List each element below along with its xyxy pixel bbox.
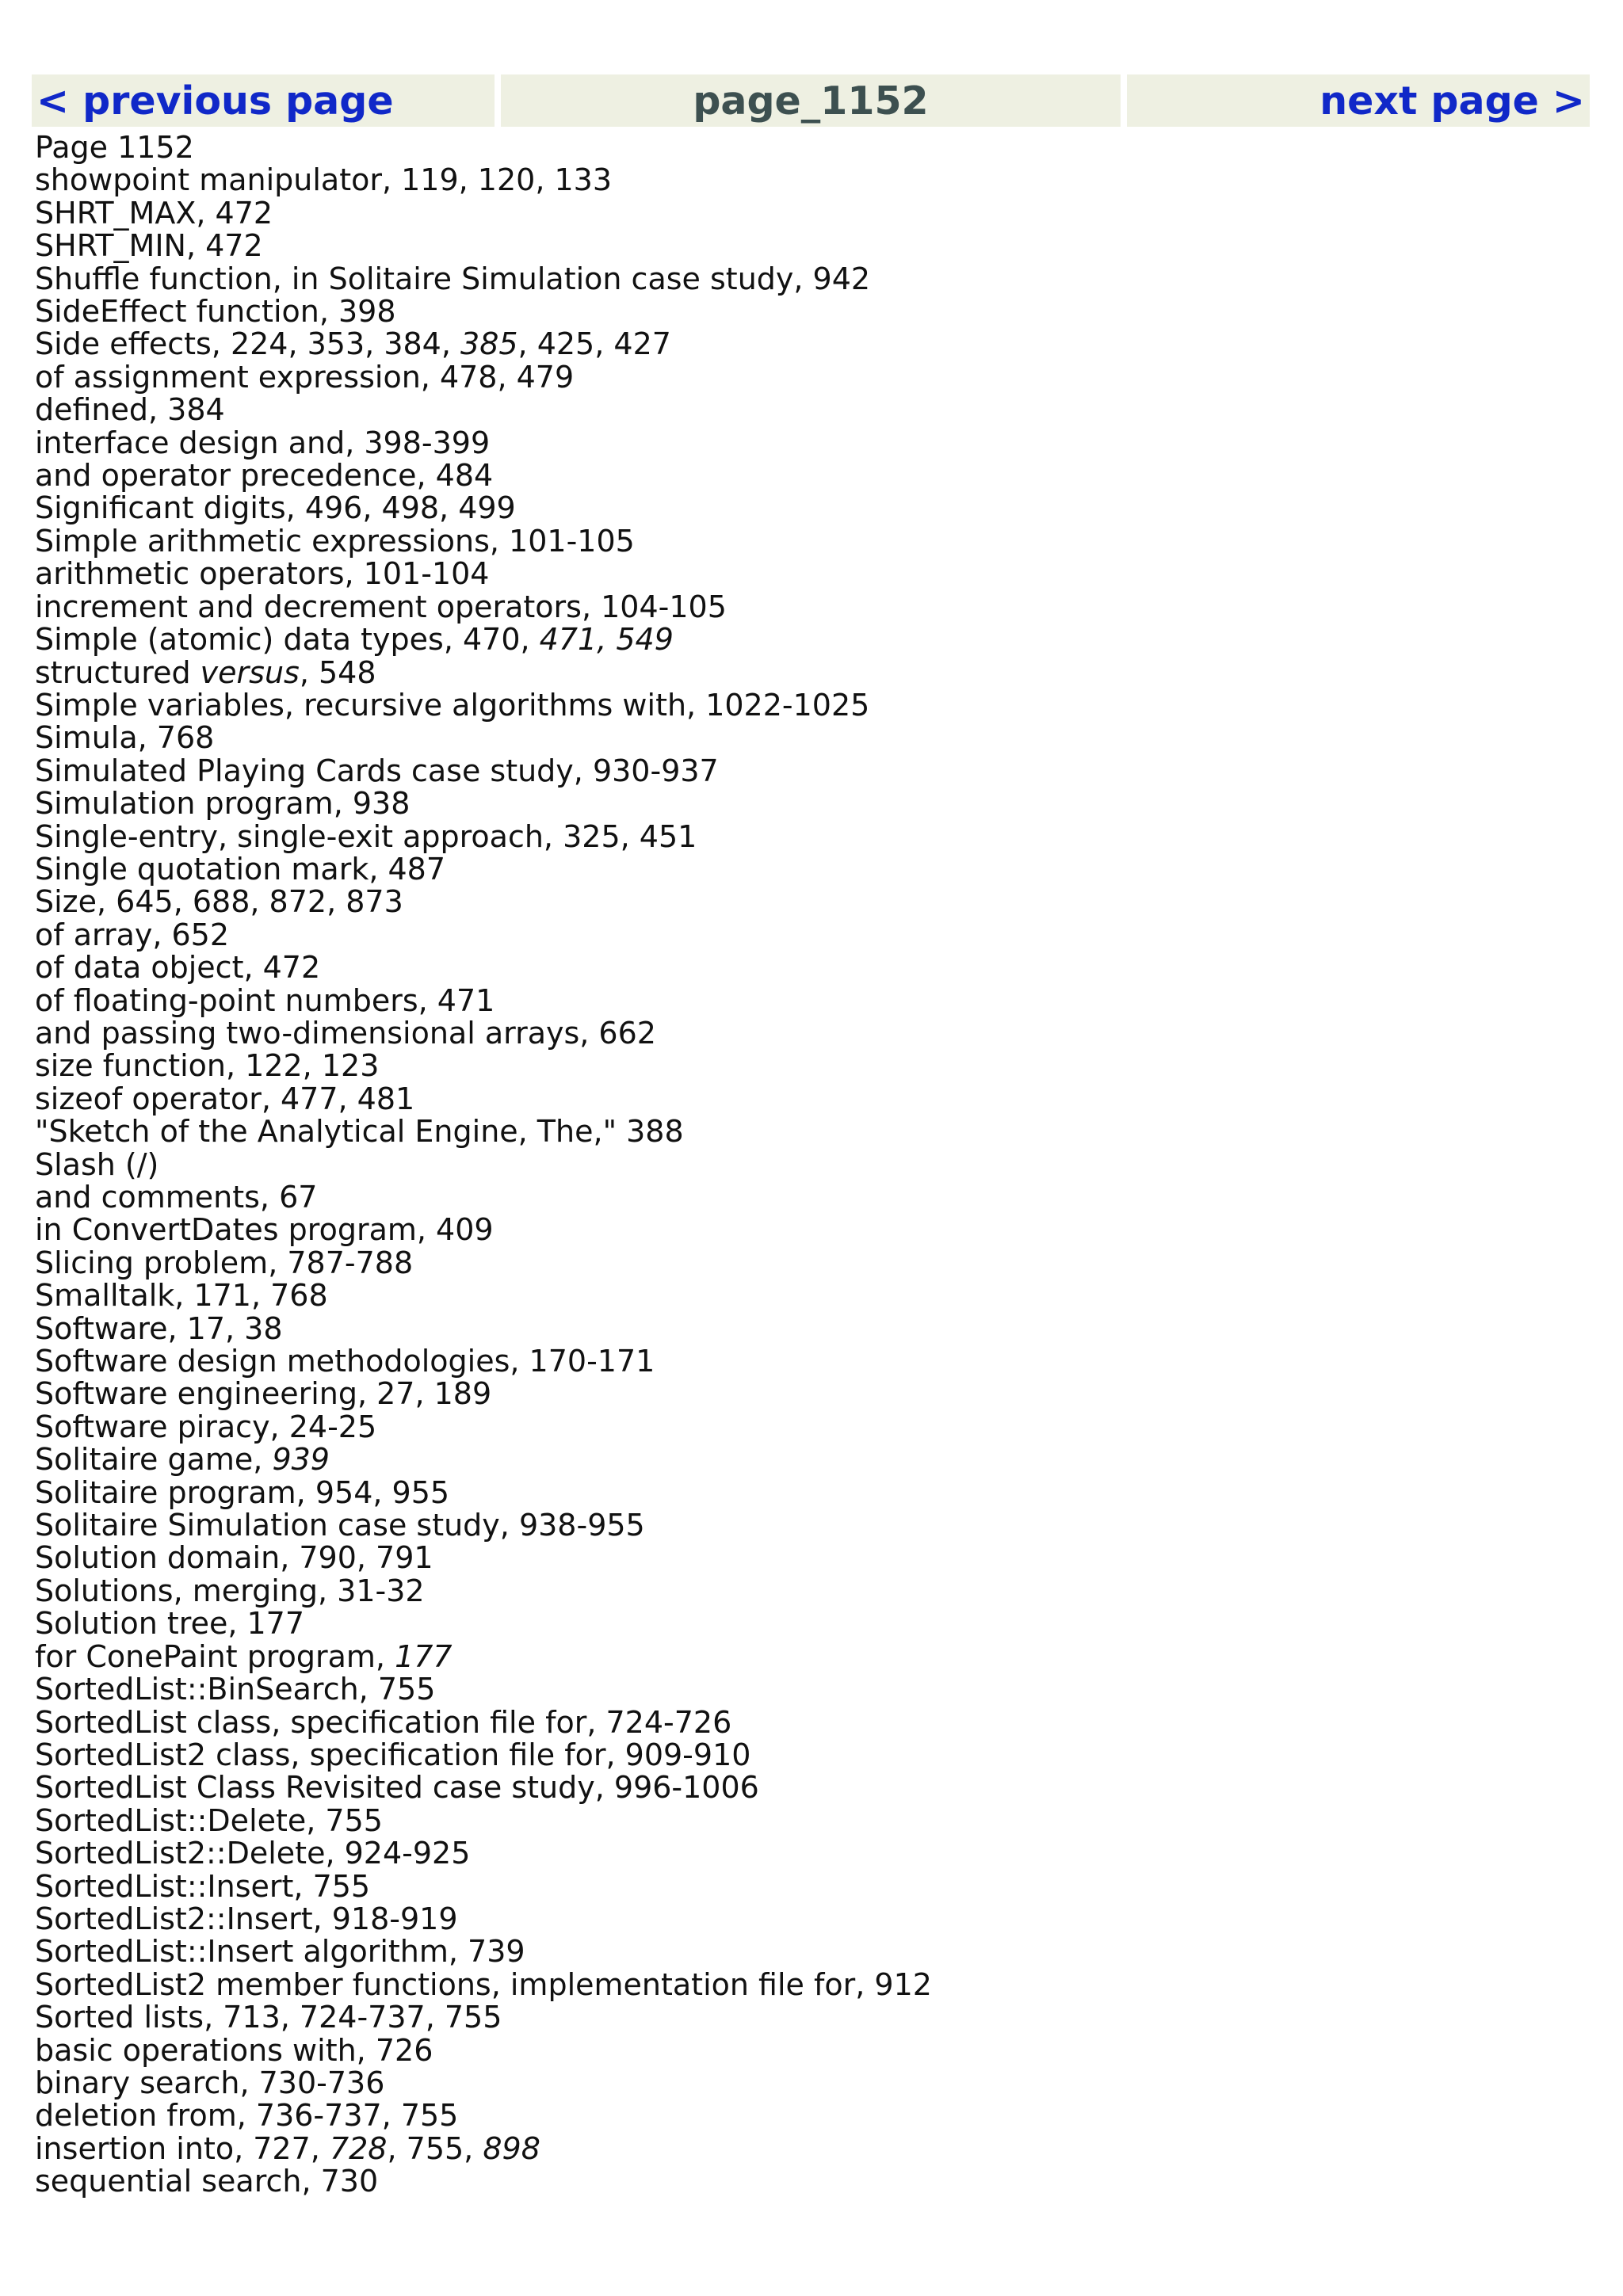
index-entry-text: Slash (/)	[35, 1146, 159, 1182]
index-entry-text: SortedList::Insert algorithm, 739	[35, 1934, 525, 1970]
index-entry-text: , 548	[299, 654, 376, 690]
index-entry-italic-text: 939	[272, 1442, 330, 1478]
index-entry-text: showpoint manipulator, 119, 120, 133	[35, 162, 613, 198]
index-entry	[35, 1772, 1588, 1804]
index-entry-text: insertion into, 727,	[35, 2130, 330, 2166]
index-entry-text: Shuffle function, in Solitaire Simulation case study, 942	[35, 261, 871, 296]
index-entry	[35, 1345, 1588, 1378]
index-entry-text: SortedList2::Insert, 918-919	[35, 1901, 458, 1936]
index-entry-text: SortedList2 class, specification file for, 909-910	[35, 1737, 751, 1772]
index-entry	[35, 1903, 1588, 1936]
index-entry-text: Software, 17, 38	[35, 1310, 283, 1346]
index-entry-text: size function, 122, 123	[35, 1048, 380, 1084]
index-entry	[35, 2100, 1588, 2132]
index-entry-text: arithmetic operators, 101-104	[35, 556, 490, 592]
page-navigation-bar	[32, 74, 1596, 127]
index-entry	[35, 722, 1588, 754]
index-entry-text: Smalltalk, 171, 768	[35, 1278, 328, 1314]
index-entry	[35, 1868, 1588, 1904]
index-entry-text: and passing two-dimensional arrays, 662	[35, 1015, 656, 1051]
index-entry-text: Solitaire program, 954, 955	[35, 1474, 450, 1510]
index-entry	[35, 1673, 1588, 1706]
index-entry	[35, 1802, 1588, 1838]
index-entry	[35, 591, 1588, 624]
index-entry	[35, 394, 1588, 426]
index-entry-text: SideEffect function, 398	[35, 294, 396, 330]
index-entry-text: Simulated Playing Cards case study, 930-937	[35, 753, 719, 788]
index-entry-text: Simple variables, recursive algorithms with, 1022-1025	[35, 687, 870, 723]
index-entry	[35, 427, 1588, 460]
index-entry	[35, 788, 1588, 820]
index-entry	[35, 1542, 1588, 1574]
index-entry-text: Solution domain, 790, 791	[35, 1540, 433, 1576]
index-entry	[35, 1509, 1588, 1542]
index-entry	[35, 492, 1588, 524]
index-entry	[35, 818, 1588, 854]
index-entry-text: Single-entry, single-exit approach, 325, 451	[35, 818, 697, 854]
index-entry	[35, 919, 1588, 952]
index-entry-text: of floating-point numbers, 471	[35, 982, 495, 1018]
index-entry	[35, 2001, 1588, 2034]
index-entry	[35, 1704, 1588, 1740]
index-entry-text: SortedList::BinSearch, 755	[35, 1672, 436, 1707]
index-entry-italic-text: 728	[329, 2130, 388, 2166]
index-entry-text: SortedList Class Revisited case study, 996-1006	[35, 1770, 759, 1806]
index-entry-text: for ConePaint program,	[35, 1638, 395, 1674]
index-entry	[35, 361, 1588, 394]
index-entry-text: increment and decrement operators, 104-105	[35, 589, 727, 624]
index-entry	[35, 982, 1588, 1018]
index-entry-text: and operator precedence, 484	[35, 458, 494, 494]
index-entry-text: Simple (atomic) data types, 470,	[35, 622, 540, 658]
index-entry	[35, 460, 1588, 492]
index-entry-text: , 425, 427	[517, 326, 671, 362]
index-entry	[35, 1083, 1588, 1116]
index-entry	[35, 1474, 1588, 1510]
index-entry-text: SortedList2::Delete, 924-925	[35, 1836, 471, 1871]
index-entry-text: defined, 384	[35, 392, 225, 428]
index-entry	[35, 1378, 1588, 1410]
index-entry	[35, 1936, 1588, 1968]
index-entry-text: binary search, 730-736	[35, 2065, 385, 2100]
index-entry-list	[35, 132, 1588, 2199]
index-entry	[35, 1966, 1588, 2002]
index-entry	[35, 1837, 1588, 1870]
index-entry	[35, 1411, 1588, 1444]
index-entry-text: basic operations with, 726	[35, 2032, 433, 2068]
index-entry-text: "Sketch of the Analytical Engine, The," 388	[35, 1114, 684, 1150]
index-entry	[35, 1247, 1588, 1280]
index-entry-text: Simple arithmetic expressions, 101-105	[35, 523, 635, 559]
index-entry-text: Simula, 768	[35, 720, 215, 756]
index-entry-text: of array, 652	[35, 917, 230, 952]
index-entry-text: sizeof operator, 477, 481	[35, 1081, 415, 1116]
index-entry	[35, 853, 1588, 886]
index-entry	[35, 1739, 1588, 1772]
index-entry-text: and comments, 67	[35, 1180, 318, 1215]
index-entry-text: of assignment expression, 478, 479	[35, 359, 575, 395]
index-entry	[35, 1608, 1588, 1640]
index-entry-text: Simulation program, 938	[35, 786, 411, 822]
index-entry	[35, 1575, 1588, 1608]
index-entry	[35, 2130, 1588, 2166]
index-entry	[35, 1444, 1588, 1476]
index-entry-text: SortedList::Insert, 755	[35, 1868, 371, 1904]
index-entry	[35, 296, 1588, 328]
index-entry-text: interface design and, 398-399	[35, 425, 491, 460]
index-entry-text: Software piracy, 24-25	[35, 1409, 377, 1444]
index-entry	[35, 558, 1588, 590]
index-entry-text: Solitaire Simulation case study, 938-955	[35, 1508, 645, 1543]
index-entry-text: SHRT_MIN, 472	[35, 228, 263, 264]
index-entry	[35, 1638, 1588, 1674]
index-entry-text: Sorted lists, 713, 724-737, 755	[35, 2000, 502, 2035]
index-entry-text: in ConvertDates program, 409	[35, 1212, 494, 1248]
index-entry	[35, 1017, 1588, 1050]
index-entry	[35, 1050, 1588, 1082]
index-entry-text: deletion from, 736-737, 755	[35, 2098, 459, 2134]
index-entry	[35, 654, 1588, 690]
index-entry-text: Software design methodologies, 170-171	[35, 1344, 655, 1379]
index-entry	[35, 689, 1588, 722]
index-entry-italic-text: 385	[460, 326, 518, 362]
index-entry	[35, 1181, 1588, 1214]
index-entry-text: Software engineering, 27, 189	[35, 1376, 492, 1412]
index-entry-text: Page 1152	[35, 130, 194, 165]
index-entry-italic-text: 177	[395, 1638, 453, 1674]
index-entry-italic-text: 471, 549	[539, 622, 674, 658]
index-entry	[35, 952, 1588, 984]
index-entry-text: SortedList::Delete, 755	[35, 1802, 383, 1838]
index-entry	[35, 1310, 1588, 1346]
index-entry-text: structured	[35, 654, 200, 690]
previous-page-link[interactable]: < previous page	[32, 74, 495, 127]
index-entry-text: Size, 645, 688, 872, 873	[35, 884, 403, 920]
index-entry	[35, 164, 1588, 196]
index-entry	[35, 197, 1588, 230]
index-entry-text: Significant digits, 496, 498, 499	[35, 490, 516, 526]
index-entry	[35, 328, 1588, 360]
next-page-link[interactable]: next page >	[1127, 74, 1590, 127]
index-entry-italic-text: 898	[483, 2130, 540, 2166]
index-entry	[35, 624, 1588, 656]
index-entry-text: , 755,	[387, 2130, 483, 2166]
index-entry-text: Side effects, 224, 353, 384,	[35, 326, 461, 362]
index-entry-text: Single quotation mark, 487	[35, 851, 446, 887]
index-entry	[35, 230, 1588, 262]
index-entry-text: sequential search, 730	[35, 2164, 379, 2199]
index-entry-text: SortedList class, specification file for, 724-726	[35, 1704, 732, 1740]
index-entry	[35, 2067, 1588, 2100]
index-entry	[35, 1280, 1588, 1312]
index-entry-text: Solitaire game,	[35, 1442, 273, 1478]
index-entry	[35, 2032, 1588, 2068]
index-entry	[35, 263, 1588, 296]
index-entry	[35, 1146, 1588, 1182]
index-entry	[35, 525, 1588, 558]
index-entry-italic-text: versus	[200, 654, 300, 690]
index-entry-text: SortedList2 member functions, implementation file for, 912	[35, 1966, 932, 2002]
index-entry-text: Solutions, merging, 31-32	[35, 1573, 425, 1608]
index-entry-text: of data object, 472	[35, 950, 321, 986]
page-title: page_1152	[501, 74, 1121, 127]
index-entry	[35, 2165, 1588, 2198]
index-entry	[35, 886, 1588, 918]
index-entry-text: Solution tree, 177	[35, 1606, 305, 1642]
index-entry	[35, 1214, 1588, 1246]
index-entry-text: SHRT_MAX, 472	[35, 195, 273, 231]
index-entry	[35, 755, 1588, 788]
index-entry	[35, 132, 1588, 164]
index-entry	[35, 1116, 1588, 1148]
index-entry-text: Slicing problem, 787-788	[35, 1245, 414, 1280]
